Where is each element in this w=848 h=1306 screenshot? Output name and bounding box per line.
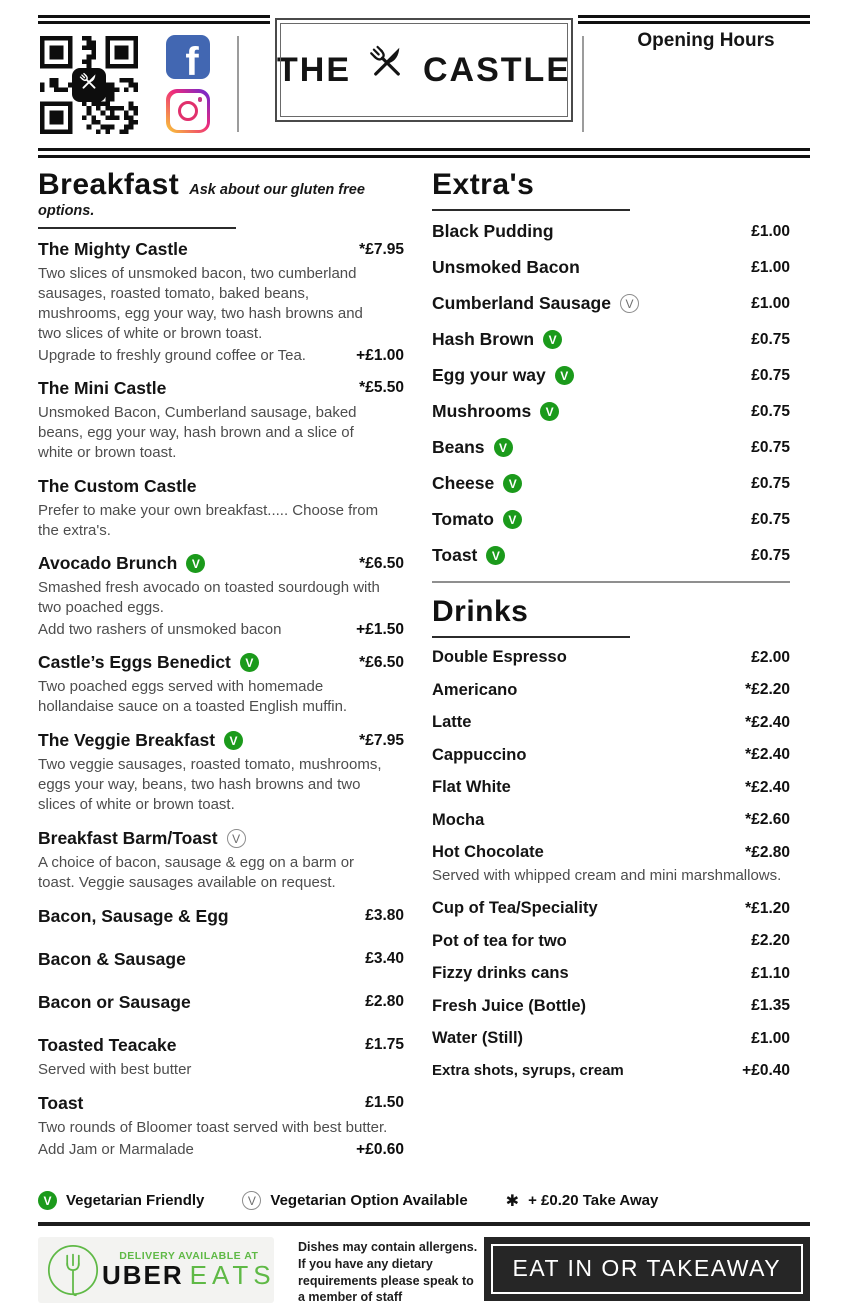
item-name: Bacon, Sausage & Egg <box>38 905 229 926</box>
menu-item <box>432 843 790 886</box>
menu-item <box>432 293 790 314</box>
footer <box>38 1237 810 1306</box>
item-name: Latte <box>432 713 472 731</box>
item-name: Toast <box>432 545 478 565</box>
item-name: Water (Still) <box>432 1029 524 1048</box>
legend <box>38 1186 810 1216</box>
extras-items <box>432 221 790 566</box>
vegetarian-badge: V <box>486 546 505 565</box>
item-name: Mushrooms <box>432 401 532 421</box>
item-name: Mocha <box>432 810 485 829</box>
vegetarian-badge: V <box>543 330 562 349</box>
menu-item <box>432 437 790 458</box>
item-description: Two veggie sausages, roasted tomato, mushrooms, eggs your way, beans, two hash browns and two slices of white or brown toast. <box>38 756 382 814</box>
item-name: Breakfast Barm/Toast <box>38 828 218 848</box>
item-addon <box>38 347 404 365</box>
item-name: Double Espresso <box>432 648 567 666</box>
item-name: The Veggie Breakfast <box>38 730 216 751</box>
qr-code <box>40 36 138 134</box>
menu-item <box>432 648 790 667</box>
item-name: Flat White <box>432 778 511 796</box>
item-price: £1.10 <box>751 964 790 982</box>
item-price: £0.75 <box>751 510 790 528</box>
fork-circle-icon <box>44 1241 102 1303</box>
item-name: Extra shots, syrups, cream <box>432 1062 624 1080</box>
item-description: Two poached eggs served with homemade hollandaise sauce on a toasted English muffin. <box>38 678 348 716</box>
item-price: £0.75 <box>751 438 790 456</box>
menu-item <box>432 1062 790 1080</box>
item-name: Bacon & Sausage <box>38 948 186 969</box>
item-name: Castle’s Eggs Benedict <box>38 652 231 673</box>
breakfast-section <box>38 168 404 1172</box>
item-price: +£0.40 <box>742 1061 790 1079</box>
opening-hours <box>602 30 810 55</box>
vegetarian-badge: V <box>240 653 259 672</box>
top-double-rule-right <box>578 15 810 24</box>
item-price: £3.40 <box>365 950 404 968</box>
vegetarian-badge: V <box>186 554 205 573</box>
menu-item <box>38 992 404 1013</box>
uber-wordmark: UBER EATS <box>102 1260 276 1291</box>
menu-item <box>432 1029 790 1048</box>
item-name: Toast <box>38 1092 84 1113</box>
item-price: £1.00 <box>751 1029 790 1047</box>
item-price: £0.75 <box>751 546 790 564</box>
item-description: Two rounds of Bloomer toast served with best butter. <box>38 1118 388 1136</box>
footer-top-rule <box>38 1222 810 1226</box>
menu-item <box>38 239 404 365</box>
item-name: Pot of tea for two <box>432 931 567 950</box>
item-name: Avocado Brunch <box>38 553 178 574</box>
item-price: £1.35 <box>751 997 790 1015</box>
menu-item <box>38 949 404 970</box>
item-name: Tomato <box>432 509 494 529</box>
item-price: *£2.20 <box>745 681 790 698</box>
item-price: *£2.60 <box>745 811 790 828</box>
item-name: Fizzy drinks cans <box>432 964 569 983</box>
menu-item <box>38 828 404 893</box>
cta-label: EAT IN OR TAKEAWAY <box>512 1255 782 1282</box>
opening-hours-title: Opening Hours <box>637 30 775 51</box>
section-title-extras: Extra's <box>432 168 535 201</box>
breakfast-header <box>38 168 404 229</box>
menu-item <box>432 509 790 530</box>
addon-price: +£0.60 <box>356 1140 404 1158</box>
item-description: A choice of bacon, sausage & egg on a barm or toast. Veggie sausages available on request. <box>38 854 355 891</box>
menu-item <box>432 221 790 242</box>
restaurant-logo <box>275 18 573 122</box>
item-name: Bacon or Sausage <box>38 991 191 1012</box>
menu-item <box>38 553 404 639</box>
header-divider-left <box>237 36 239 132</box>
item-price: £2.00 <box>751 648 790 666</box>
section-title-breakfast: Breakfast <box>38 168 180 201</box>
item-price: £0.75 <box>751 402 790 420</box>
section-title-drinks: Drinks <box>432 595 529 628</box>
item-name: The Mini Castle <box>38 377 167 398</box>
right-column <box>432 168 790 1172</box>
header-bottom-double-rule <box>38 148 810 158</box>
takeaway-asterisk-icon: ✱ <box>505 1192 520 1210</box>
qr-center-cutlery-icon <box>72 68 106 102</box>
item-name: Fresh Juice (Bottle) <box>432 996 587 1015</box>
addon-text: Upgrade to freshly ground coffee or Tea. <box>38 346 306 364</box>
menu-item <box>432 365 790 386</box>
addon-price: +£1.50 <box>356 621 404 639</box>
vegetarian-badge: V <box>227 829 246 848</box>
item-price: £1.75 <box>365 1036 404 1054</box>
item-addon <box>38 1141 404 1159</box>
menu-item <box>38 378 404 463</box>
social-icons <box>166 35 210 133</box>
item-price: *£2.80 <box>745 843 790 861</box>
header-divider-right <box>582 36 584 132</box>
gluten-free-note: Ask about our gluten free options. <box>38 182 365 219</box>
menu-item <box>432 997 790 1016</box>
item-description: Served with whipped cream and mini marshmallows. <box>432 867 782 884</box>
item-name: Unsmoked Bacon <box>432 257 580 277</box>
item-name: Cup of Tea/Speciality <box>432 899 598 918</box>
logo-word-castle: CASTLE <box>423 50 571 89</box>
item-price: *£7.95 <box>359 731 404 749</box>
drinks-top-divider <box>432 581 790 583</box>
item-description: Served with best butter <box>38 1060 192 1078</box>
item-name: Americano <box>432 680 518 699</box>
menu-item <box>432 811 790 830</box>
menu-item <box>432 681 790 700</box>
item-name: Cumberland Sausage <box>432 293 611 313</box>
menu-item <box>432 401 790 422</box>
menu-item <box>432 473 790 494</box>
vegetarian-badge: V <box>38 1191 57 1210</box>
item-price: *£5.50 <box>359 379 404 397</box>
uber-eats-logo <box>38 1237 274 1303</box>
instagram-icon <box>166 89 210 133</box>
addon-text: Add two rashers of unsmoked bacon <box>38 621 282 639</box>
facebook-icon: f <box>166 35 210 79</box>
item-price: *£6.50 <box>359 653 404 671</box>
eat-in-takeaway-banner <box>484 1237 810 1301</box>
addon-price: +£1.00 <box>356 346 404 364</box>
vegetarian-badge: V <box>224 731 243 750</box>
item-price: £0.75 <box>751 474 790 492</box>
item-price: £2.20 <box>751 932 790 950</box>
item-price: *£7.95 <box>359 240 404 258</box>
legend-label: Vegetarian Friendly <box>66 1192 205 1210</box>
item-price: £1.00 <box>751 258 790 276</box>
menu-item <box>432 964 790 983</box>
allergen-note: Dishes may contain allergens. If you have any dietary requirements please speak to a member of staff <box>298 1239 478 1305</box>
extras-header <box>432 168 790 211</box>
item-description: Smashed fresh avocado on toasted sourdough with two poached eggs. <box>38 579 380 617</box>
menu-item <box>38 476 404 541</box>
addon-text: Add Jam or Marmalade <box>38 1140 194 1158</box>
legend-item <box>38 1191 204 1210</box>
item-price: *£6.50 <box>359 554 404 572</box>
item-name: Hash Brown <box>432 329 535 349</box>
drinks-items <box>432 648 790 1080</box>
vegetarian-badge: V <box>620 294 639 313</box>
item-price: *£1.20 <box>745 899 790 917</box>
vegetarian-badge: V <box>494 438 513 457</box>
uber-tagline: DELIVERY AVAILABLE AT <box>119 1250 259 1263</box>
item-name: Beans <box>432 437 485 457</box>
item-addon <box>38 621 404 639</box>
legend-item <box>242 1191 467 1210</box>
menu-item <box>432 545 790 566</box>
legend-label: Vegetarian Option Available <box>270 1192 468 1210</box>
item-description: Prefer to make your own breakfast..... Choose from the extra's. <box>38 501 379 539</box>
vegetarian-badge: V <box>503 474 522 493</box>
menu-item <box>38 1093 404 1159</box>
drinks-header <box>432 595 790 638</box>
item-name: The Custom Castle <box>38 475 197 496</box>
menu-item <box>38 730 404 815</box>
top-double-rule-left <box>38 15 270 24</box>
logo-word-the: THE <box>277 50 351 89</box>
menu-item <box>432 746 790 765</box>
crossed-fork-knife-icon <box>363 37 411 99</box>
item-price: *£2.40 <box>745 778 790 796</box>
menu-item <box>432 899 790 918</box>
item-name: Toasted Teacake <box>38 1034 177 1055</box>
vegetarian-badge: V <box>555 366 574 385</box>
item-price: *£2.40 <box>745 746 790 763</box>
menu-item <box>432 329 790 350</box>
item-name: Hot Chocolate <box>432 843 544 861</box>
item-name: Black Pudding <box>432 221 554 241</box>
item-price: £0.75 <box>751 366 790 384</box>
item-price: *£2.40 <box>745 713 790 731</box>
header <box>38 0 810 158</box>
item-price: £1.50 <box>365 1094 404 1112</box>
menu-item <box>432 778 790 797</box>
item-description: Unsmoked Bacon, Cumberland sausage, baked beans, egg your way, hash brown and a slice of white or brown toast. <box>38 403 357 461</box>
menu-item <box>432 257 790 278</box>
vegetarian-badge: V <box>503 510 522 529</box>
item-description: Two slices of unsmoked bacon, two cumberland sausages, roasted tomato, baked beans, mushrooms, egg your way, two hash browns and two slices of white or brown toast. <box>38 265 363 342</box>
menu-item <box>38 652 404 717</box>
legend-label: + £0.20 Take Away <box>528 1192 659 1210</box>
vegetarian-badge: V <box>242 1191 261 1210</box>
item-name: Egg your way <box>432 365 546 385</box>
item-price: £1.00 <box>751 294 790 312</box>
breakfast-items <box>38 239 404 1159</box>
item-name: Cappuccino <box>432 745 527 764</box>
menu-columns <box>38 168 810 1172</box>
item-name: The Mighty Castle <box>38 239 188 259</box>
item-price: £0.75 <box>751 330 790 348</box>
legend-item <box>506 1191 659 1211</box>
menu-item <box>432 713 790 732</box>
item-name: Cheese <box>432 473 495 493</box>
item-price: £2.80 <box>365 993 404 1011</box>
menu-item <box>432 932 790 951</box>
item-price: £1.00 <box>751 222 790 240</box>
menu-item <box>38 1035 404 1080</box>
item-price: £3.80 <box>365 907 404 925</box>
vegetarian-badge: V <box>540 402 559 421</box>
menu-item <box>38 906 404 927</box>
